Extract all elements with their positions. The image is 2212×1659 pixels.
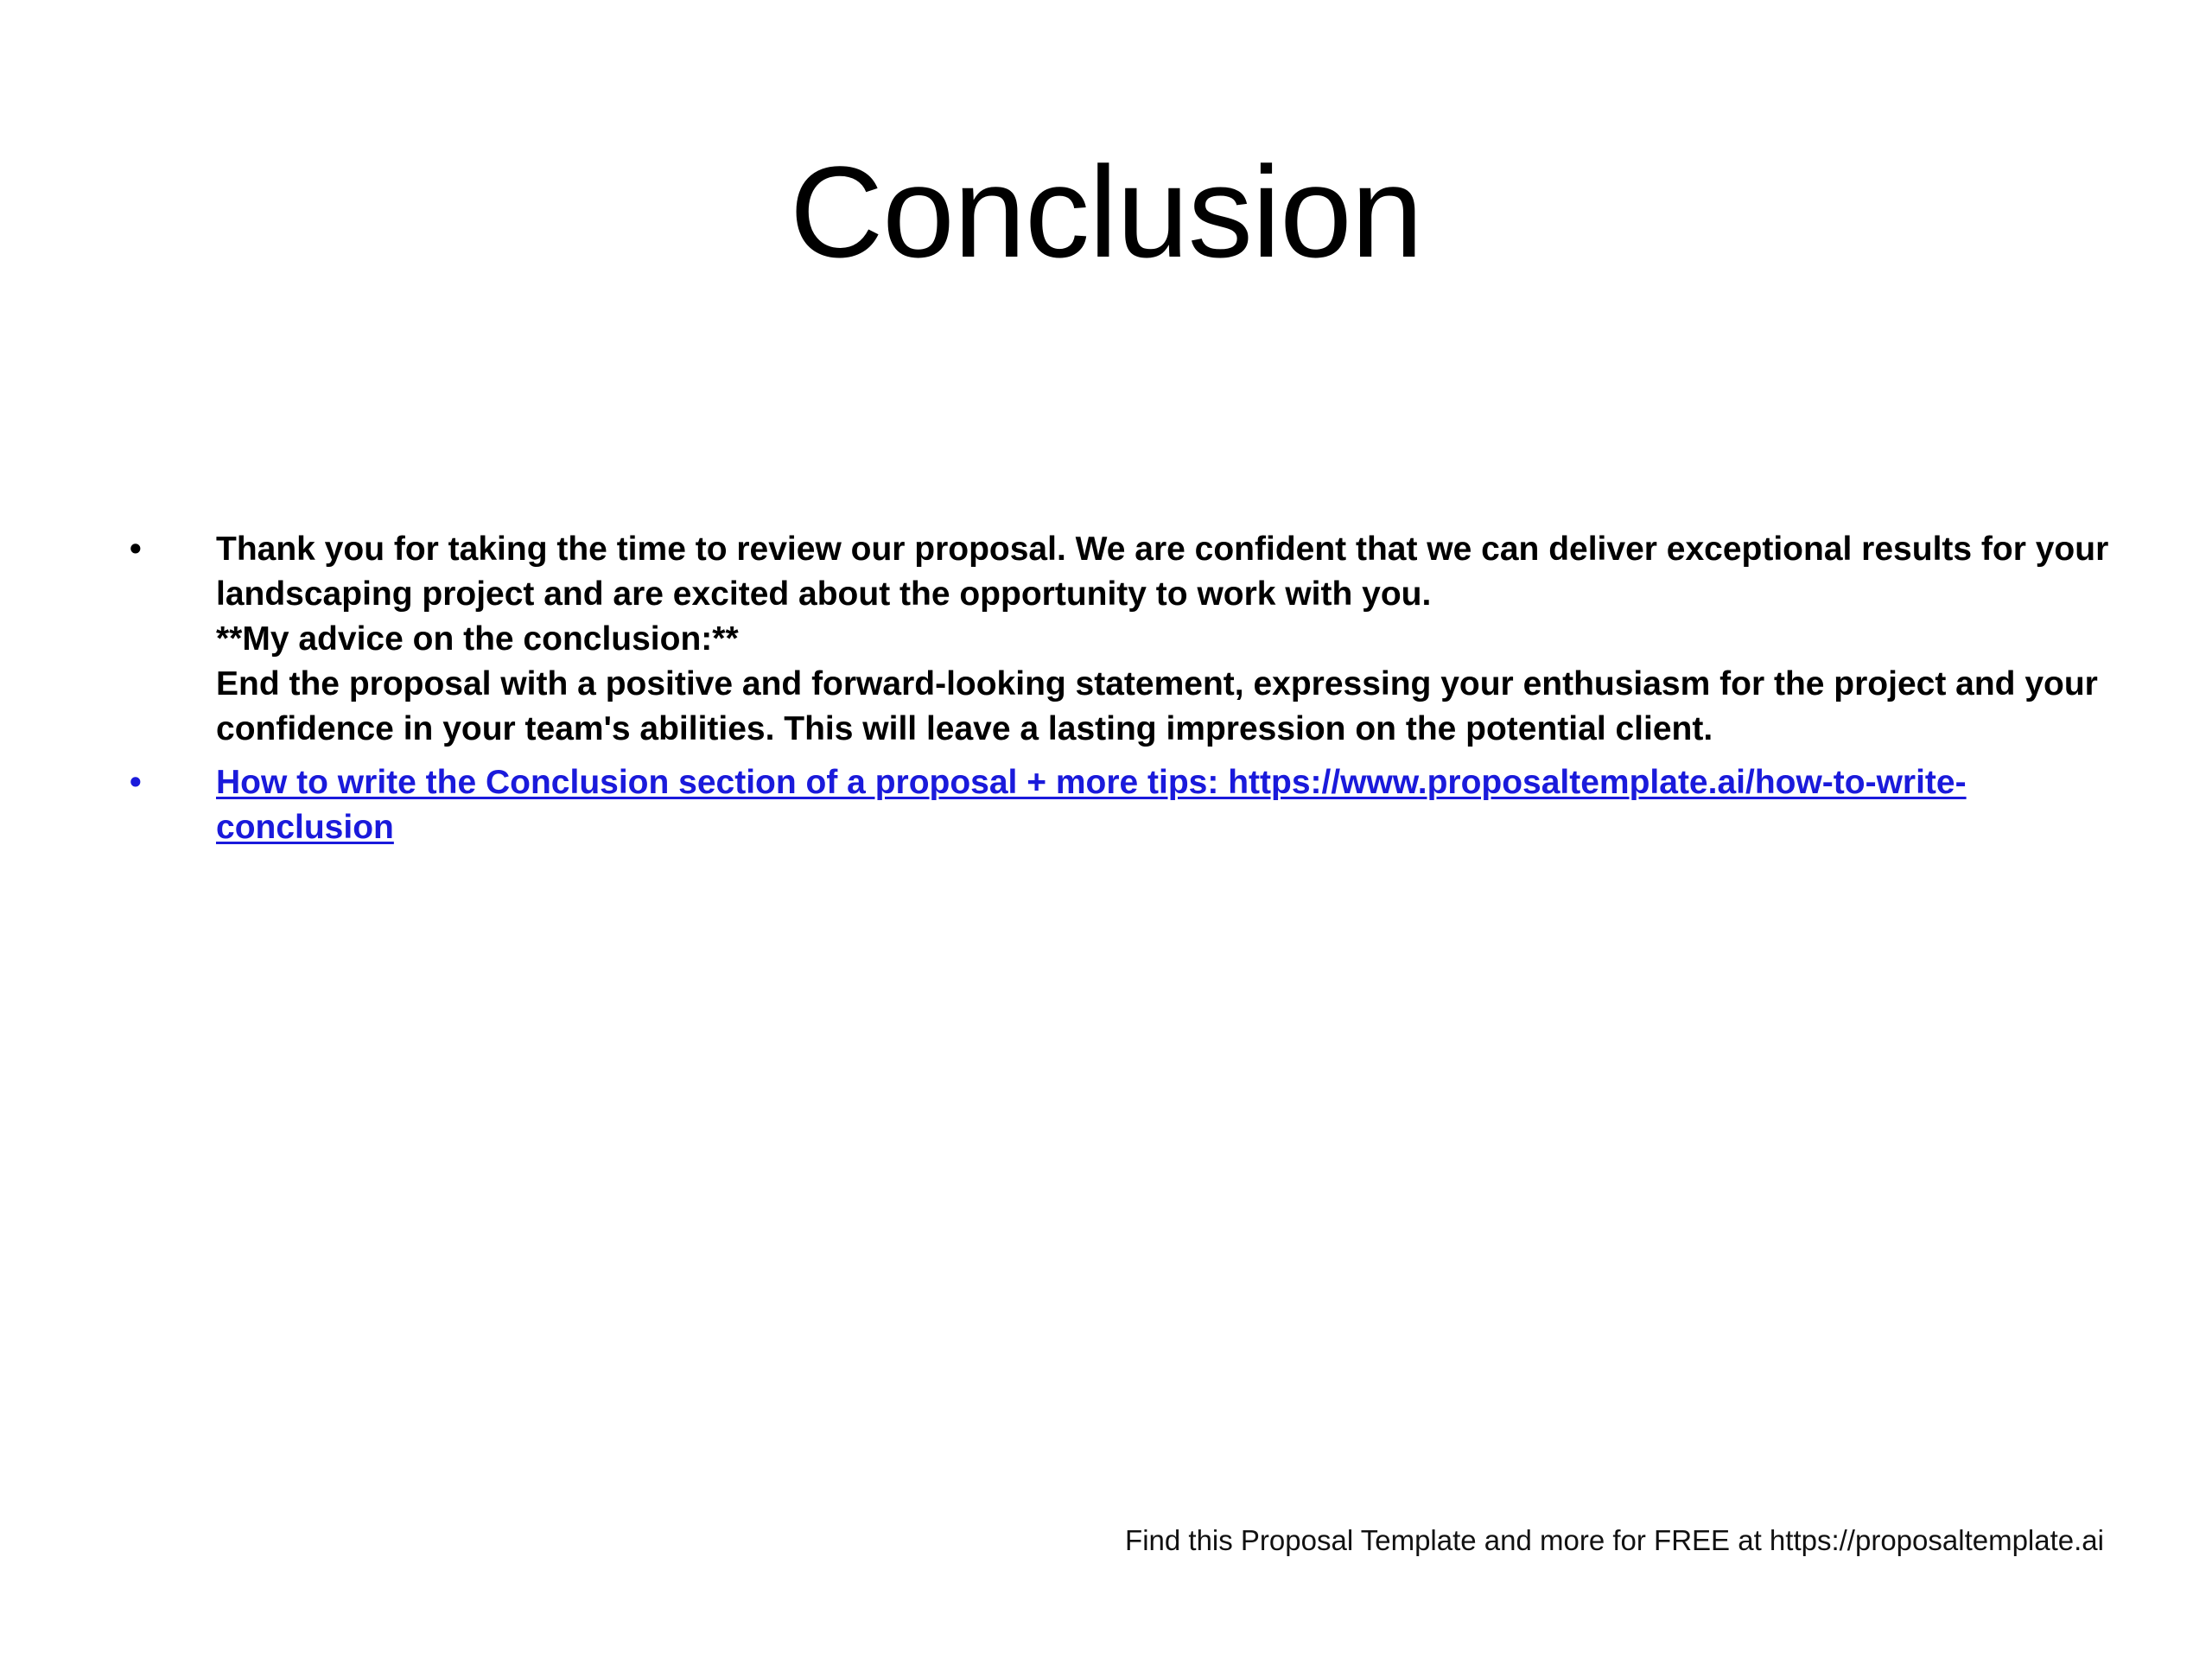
bullet-list [130, 527, 2117, 859]
how-to-write-conclusion-link[interactable]: How to write the Conclusion section of a proposal + more tips: https://www.proposaltemplate.ai/how-to-write-conclusion [216, 764, 1967, 846]
bullet-icon: • [130, 531, 142, 568]
thank-you-paragraph: Thank you for taking the time to review our proposal. We are confident that we can deliver exceptional results for your landscaping project and are excited about the opportunity to work with you. [216, 531, 2109, 613]
advice-paragraph: End the proposal with a positive and forward-looking statement, expressing your enthusiasm for the project and your confidence in your team's abilities. This will leave a lasting impression on the potential client. [216, 665, 2098, 747]
bullet-icon: • [130, 764, 142, 801]
list-item [130, 527, 2117, 752]
bullet-text [216, 760, 2117, 850]
list-item-link [130, 760, 2117, 850]
bullet-text [216, 527, 2117, 752]
advice-heading: **My advice on the conclusion:** [216, 620, 739, 658]
slide-title: Conclusion [789, 139, 1423, 284]
footer-text: Find this Proposal Template and more for FREE at https://proposaltemplate.ai [1125, 1524, 2104, 1556]
